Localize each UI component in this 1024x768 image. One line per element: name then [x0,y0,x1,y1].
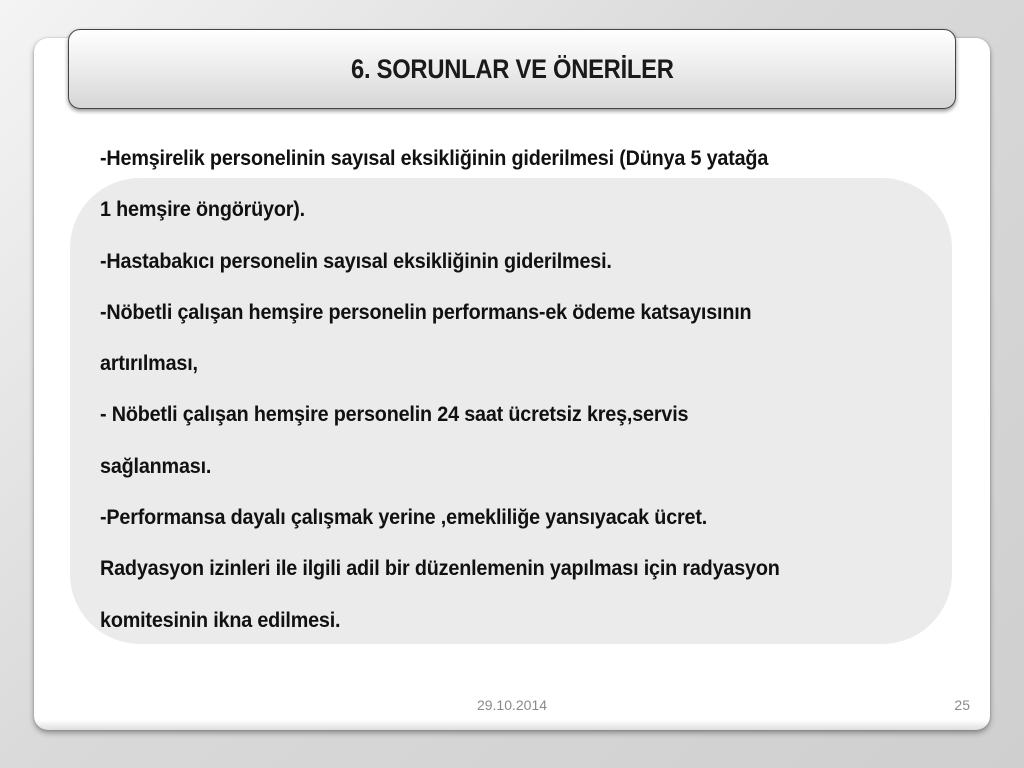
page-number: 25 [954,697,970,713]
body-line: -Performansa dayalı çalışmak yerine ,emekliliğe yansıyacak ücret. [100,505,708,530]
body-line: sağlanması. [100,453,212,478]
body-line: komitesinin ikna edilmesi. [100,607,341,632]
body-line: Radyasyon izinleri ile ilgili adil bir düzenlemenin yapılması için radyasyon [100,556,780,581]
slide-body [100,133,940,646]
body-line: -Hastabakıcı personelin sayısal eksikliğinin giderilmesi. [100,248,612,273]
body-line: - Nöbetli çalışan hemşire personelin 24 saat ücretsiz kreş,servis [100,402,689,427]
footer-date: 29.10.2014 [476,697,548,713]
body-line: 1 hemşire öngörüyor). [100,197,305,222]
slide-title: 6. SORUNLAR VE ÖNERİLER [350,53,674,84]
title-bar [68,29,956,109]
body-line: artırılması, [100,351,198,376]
body-line: -Nöbetli çalışan hemşire personelin performans-ek ödeme katsayısının [100,299,752,324]
body-line: -Hemşirelik personelinin sayısal eksikliğinin giderilmesi (Dünya 5 yatağa [100,146,769,170]
